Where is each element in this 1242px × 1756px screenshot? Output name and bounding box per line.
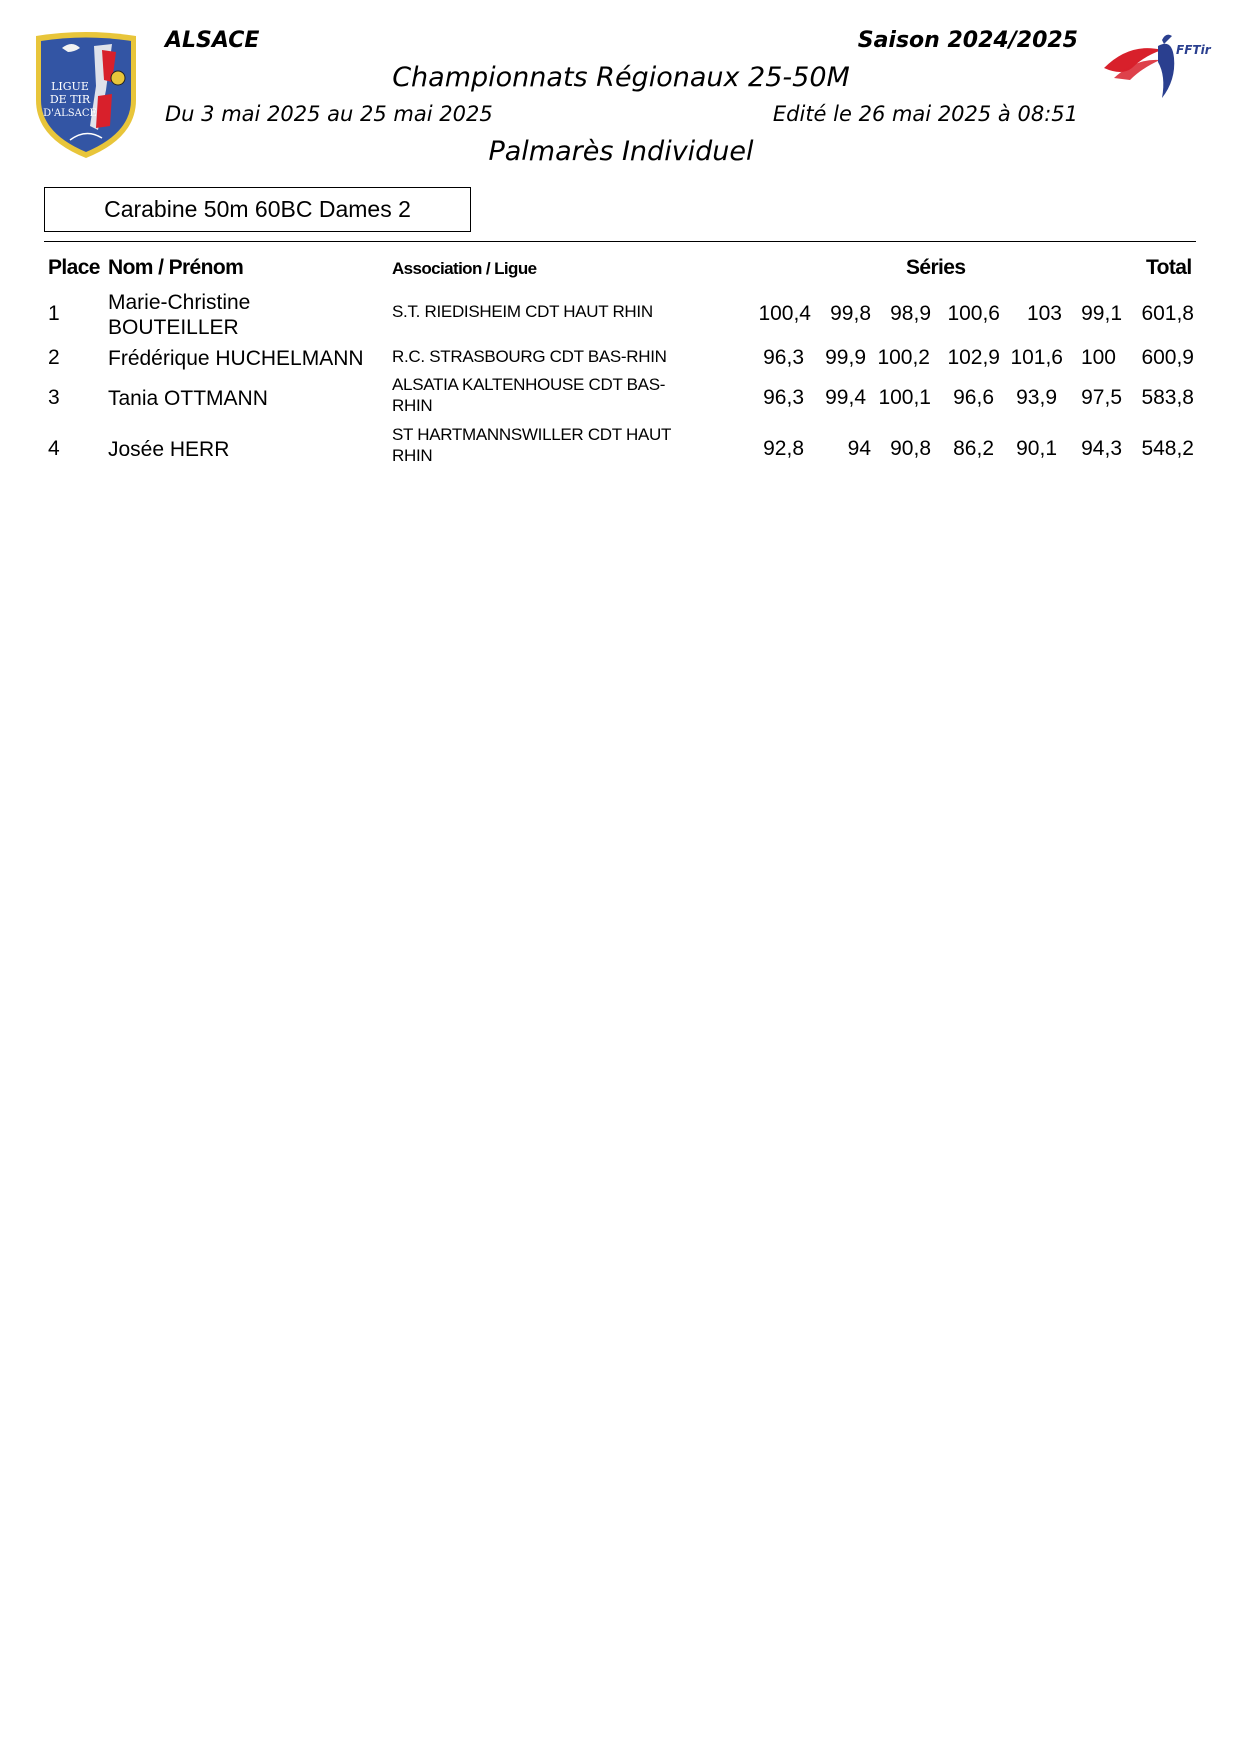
header-divider — [44, 241, 1196, 242]
row-club: S.T. RIEDISHEIM CDT HAUT RHIN — [392, 302, 653, 321]
row-series-2: 99,9 — [825, 346, 866, 369]
row-series-2: 99,8 — [830, 302, 871, 325]
row-series-5: 101,6 — [1010, 346, 1063, 369]
row-place: 2 — [48, 346, 60, 369]
row-series-1: 96,3 — [763, 346, 804, 369]
row-series-3: 90,8 — [890, 437, 931, 460]
edited-timestamp: Edité le 26 mai 2025 à 08:51 — [772, 102, 1078, 126]
row-series-5: 103 — [1026, 302, 1062, 325]
svg-text:FFTir: FFTir — [1176, 43, 1211, 57]
row-series-6: 100 — [1080, 346, 1116, 369]
svg-text:D'ALSACE: D'ALSACE — [43, 108, 97, 119]
event-dates: Du 3 mai 2025 au 25 mai 2025 — [165, 102, 493, 126]
row-series-1: 96,3 — [763, 386, 804, 409]
row-total: 548,2 — [1141, 437, 1194, 460]
row-series-4: 100,6 — [947, 302, 1000, 325]
region-label: ALSACE — [165, 28, 260, 53]
row-total: 600,9 — [1141, 346, 1194, 369]
col-header-association: Association / Ligue — [392, 259, 537, 278]
row-series-6: 94,3 — [1081, 437, 1122, 460]
row-place: 1 — [48, 302, 60, 325]
row-series-6: 97,5 — [1081, 386, 1122, 409]
row-series-3: 100,2 — [877, 346, 930, 369]
svg-text:LIGUE: LIGUE — [51, 80, 89, 93]
row-total: 583,8 — [1141, 386, 1194, 409]
row-series-2: 94 — [847, 437, 871, 460]
row-series-5: 90,1 — [1016, 437, 1057, 460]
row-club: ALSATIA KALTENHOUSE CDT BAS-RHIN — [392, 375, 666, 415]
row-place: 4 — [48, 437, 60, 460]
season-label: Saison 2024/2025 — [857, 28, 1078, 53]
row-name: Marie-Christine BOUTEILLER — [108, 291, 251, 339]
col-header-place: Place — [48, 256, 100, 279]
row-name: Josée HERR — [108, 438, 230, 461]
row-place: 3 — [48, 386, 60, 409]
row-series-3: 98,9 — [890, 302, 931, 325]
row-total: 601,8 — [1141, 302, 1194, 325]
row-club: ST HARTMANNSWILLER CDT HAUT RHIN — [392, 425, 671, 465]
category-title: Carabine 50m 60BC Dames 2 — [44, 187, 471, 232]
row-name: Tania OTTMANN — [108, 387, 268, 410]
row-name: Frédérique HUCHELMANN — [108, 347, 364, 370]
row-series-1: 92,8 — [763, 437, 804, 460]
row-series-3: 100,1 — [878, 386, 931, 409]
page-subtitle: Palmarès Individuel — [488, 136, 754, 167]
championship-title: Championnats Régionaux 25-50M — [392, 62, 850, 93]
row-series-2: 99,4 — [825, 386, 866, 409]
row-club: R.C. STRASBOURG CDT BAS-RHIN — [392, 347, 667, 366]
col-header-name: Nom / Prénom — [108, 256, 244, 279]
row-series-4: 96,6 — [953, 386, 994, 409]
row-series-1: 100,4 — [758, 302, 811, 325]
row-series-4: 86,2 — [953, 437, 994, 460]
col-header-total: Total — [1146, 256, 1192, 279]
row-series-4: 102,9 — [947, 346, 1000, 369]
col-header-series: Séries — [906, 256, 966, 279]
svg-text:DE TIR: DE TIR — [49, 93, 91, 106]
row-series-6: 99,1 — [1081, 302, 1122, 325]
row-series-5: 93,9 — [1016, 386, 1057, 409]
